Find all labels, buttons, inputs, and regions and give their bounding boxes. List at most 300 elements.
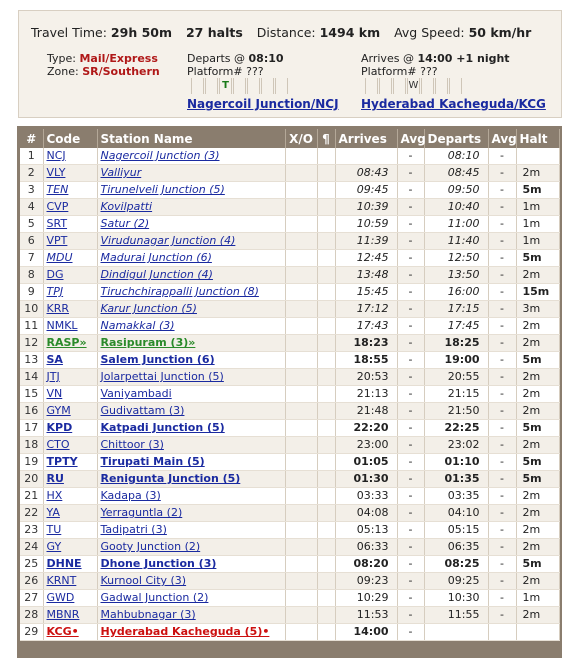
row-number: 29 [20,624,43,641]
departure-avg: - [488,284,516,301]
departure-time: 20:55 [424,369,488,386]
station-code-link[interactable]: KRNT [46,574,77,587]
station-name-link[interactable]: Nagercoil Junction (3) [100,149,220,162]
arrival-avg: - [397,165,424,182]
station-code-link[interactable]: NMKL [46,319,78,332]
arrives-platform-label: Platform# [361,65,417,78]
table-row [20,522,559,539]
arrival-avg: - [397,233,424,250]
row-number: 1 [20,148,43,165]
station-code-link[interactable]: VN [46,387,63,400]
departure-avg: - [488,267,516,284]
row-number: 5 [20,216,43,233]
arrival-avg: - [397,437,424,454]
row-number: 21 [20,488,43,505]
station-name-link[interactable]: Karur Junction (5) [100,302,197,315]
halt-duration: 2m [516,386,559,403]
arrival-avg: - [397,607,424,624]
station-code-link[interactable]: VPT [46,234,68,247]
departure-time: 06:35 [424,539,488,556]
day-cell [191,78,204,94]
table-row [20,607,559,624]
departure-avg: - [488,488,516,505]
halt-duration: 2m [516,607,559,624]
station-name-link[interactable]: Mahbubnagar (3) [100,608,196,621]
station-code-link[interactable]: GWD [46,591,75,604]
arrival-avg: - [397,369,424,386]
xo-cell [285,233,317,250]
departure-time: 08:25 [424,556,488,573]
departure-avg: - [488,556,516,573]
table-row [20,301,559,318]
station-code-link[interactable]: YA [46,506,60,519]
station-name-link[interactable]: Dhone Junction (3) [100,557,217,570]
xo-cell [285,437,317,454]
distance-value: 1494 km [319,25,381,40]
arrival-avg: - [397,267,424,284]
row-number: 10 [20,301,43,318]
train-zone: SR/Southern [82,65,160,78]
row-number: 3 [20,182,43,199]
row-number: 19 [20,454,43,471]
train-type: Mail/Express [79,52,158,65]
departure-avg [488,624,516,641]
arrival-time: 04:08 [335,505,397,522]
pilcrow-cell [317,318,335,335]
departure-avg: - [488,199,516,216]
day-cell [421,78,434,94]
arrival-avg: - [397,148,424,165]
station-name-link[interactable]: Dindigul Junction (4) [100,268,213,281]
pilcrow-cell [317,335,335,352]
xo-cell [285,352,317,369]
departs-label: Departs @ [187,52,246,65]
pilcrow-cell [317,250,335,267]
station-code-link[interactable]: RASP» [46,336,87,349]
departure-time: 10:30 [424,590,488,607]
station-name-link[interactable]: Kovilpatti [100,200,153,213]
row-number: 28 [20,607,43,624]
departure-avg: - [488,182,516,199]
station-code-link[interactable]: GYM [46,404,71,417]
table-row [20,352,559,369]
arrival-time: 17:43 [335,318,397,335]
pilcrow-cell [317,386,335,403]
station-code-link[interactable]: KPD [46,421,73,434]
station-code-link[interactable]: CVP [46,200,69,213]
xo-cell [285,267,317,284]
table-row [20,454,559,471]
arrival-avg: - [397,284,424,301]
col-header-arrival-avg: Avg [397,129,424,148]
arrival-avg: - [397,216,424,233]
table-row [20,471,559,488]
arrival-time: 08:43 [335,165,397,182]
arrival-time: 13:48 [335,267,397,284]
day-cell [205,78,218,94]
arrival-avg: - [397,573,424,590]
departure-avg: - [488,471,516,488]
halt-duration: 1m [516,233,559,250]
station-name-link[interactable]: Namakkal (3) [100,319,175,332]
pilcrow-cell [317,420,335,437]
pilcrow-cell [317,148,335,165]
departure-time: 01:10 [424,454,488,471]
departure-time: 10:40 [424,199,488,216]
table-row [20,284,559,301]
arrival-time: 10:39 [335,199,397,216]
station-name-link[interactable]: Gooty Junction (2) [100,540,201,553]
zone-label: Zone: [47,65,79,78]
departs-time: 08:10 [248,52,284,65]
day-cell [435,78,448,94]
table-row [20,216,559,233]
pilcrow-cell [317,403,335,420]
xo-cell [285,369,317,386]
station-name-link[interactable]: Renigunta Junction (5) [100,472,241,485]
row-number: 4 [20,199,43,216]
col-header-halt: Halt [516,129,559,148]
row-number: 20 [20,471,43,488]
halt-duration [516,148,559,165]
row-number: 9 [20,284,43,301]
arrival-avg: - [397,454,424,471]
halt-duration: 2m [516,488,559,505]
station-name-link[interactable]: Valliyur [100,166,142,179]
day-cell [275,78,288,94]
day-cell [449,78,462,94]
halt-duration: 2m [516,522,559,539]
arrival-avg: - [397,199,424,216]
pilcrow-cell [317,267,335,284]
departure-time: 11:55 [424,607,488,624]
station-name-link[interactable]: Tirunelveli Junction (5) [100,183,225,196]
arrival-avg: - [397,352,424,369]
avg-speed-value: 50 km/hr [468,25,532,40]
station-name-link[interactable]: Gudivattam (3) [100,404,185,417]
table-row [20,250,559,267]
arrival-time: 23:00 [335,437,397,454]
row-number: 22 [20,505,43,522]
arrival-avg: - [397,488,424,505]
xo-cell [285,318,317,335]
col-header-number: # [20,129,43,148]
table-row [20,267,559,284]
halt-duration: 2m [516,437,559,454]
row-number: 2 [20,165,43,182]
table-row [20,165,559,182]
pilcrow-cell [317,556,335,573]
halt-duration: 15m [516,284,559,301]
halt-duration: 2m [516,505,559,522]
departure-time: 08:10 [424,148,488,165]
halt-duration: 1m [516,590,559,607]
station-code-link[interactable]: TPJ [46,285,64,298]
arrival-avg: - [397,590,424,607]
arrival-time [335,148,397,165]
arrival-time: 18:23 [335,335,397,352]
departure-avg: - [488,454,516,471]
xo-cell [285,335,317,352]
schedule-rows [20,148,559,641]
halt-duration: 2m [516,539,559,556]
xo-cell [285,556,317,573]
station-code-link[interactable]: KCG• [46,625,79,638]
departure-time: 05:15 [424,522,488,539]
day-cell [247,78,260,94]
arrival-time: 01:30 [335,471,397,488]
arrival-avg: - [397,505,424,522]
halt-duration: 2m [516,335,559,352]
row-number: 7 [20,250,43,267]
table-row [20,386,559,403]
station-name-link[interactable]: Virudunagar Junction (4) [100,234,236,247]
station-code-link[interactable]: TEN [46,183,69,196]
station-code-link[interactable]: GY [46,540,62,553]
pilcrow-cell [317,522,335,539]
departure-time: 23:02 [424,437,488,454]
station-code-link[interactable]: VLY [46,166,66,179]
travel-time-label: Travel Time: [31,25,107,40]
departure-days-of-run [191,78,289,94]
pilcrow-cell [317,284,335,301]
station-code-link[interactable]: MDU [46,251,73,264]
travel-time: 29h 50m [110,25,172,40]
day-cell-running: W [407,78,420,94]
halt-duration: 1m [516,216,559,233]
origin-station-link[interactable]: Nagercoil Junction/NCJ [187,97,339,111]
halt-duration: 2m [516,573,559,590]
row-number: 17 [20,420,43,437]
halt-duration: 5m [516,420,559,437]
xo-cell [285,505,317,522]
table-row [20,420,559,437]
arrival-avg: - [397,624,424,641]
station-code-link[interactable]: KRR [46,302,69,315]
departure-avg: - [488,522,516,539]
station-code-link[interactable]: TU [46,523,62,536]
xo-cell [285,216,317,233]
table-row [20,590,559,607]
destination-station-link[interactable]: Hyderabad Kachegudа/KCG [361,97,546,111]
station-code-link[interactable]: SRT [46,217,68,230]
arrival-info [361,52,510,78]
station-name-link[interactable]: Tadipatri (3) [100,523,167,536]
avg-speed-label: Avg Speed: [394,25,465,40]
station-code-link[interactable]: SA [46,353,63,366]
arrival-time: 21:48 [335,403,397,420]
pilcrow-cell [317,573,335,590]
arrival-time: 05:13 [335,522,397,539]
arrival-avg: - [397,556,424,573]
station-code-link[interactable]: TPTY [46,455,78,468]
arrival-avg: - [397,539,424,556]
station-name-link[interactable]: Gadwal Junction (2) [100,591,209,604]
xo-cell [285,199,317,216]
table-row [20,335,559,352]
departure-avg: - [488,386,516,403]
table-row [20,539,559,556]
pilcrow-cell [317,488,335,505]
departure-time: 19:00 [424,352,488,369]
table-row [20,505,559,522]
station-name-link[interactable]: Chittoor (3) [100,438,164,451]
row-number: 12 [20,335,43,352]
station-name-link[interactable]: Yerraguntla (2) [100,506,183,519]
row-number: 27 [20,590,43,607]
station-name-link[interactable]: Hyderabad Kacheguda (5)• [100,625,270,638]
station-name-link[interactable]: Vaniyambadi [100,387,172,400]
table-row [20,573,559,590]
xo-cell [285,539,317,556]
departure-time: 03:35 [424,488,488,505]
xo-cell [285,182,317,199]
station-code-link[interactable]: HX [46,489,63,502]
departure-time [424,624,488,641]
station-code-link[interactable]: MBNR [46,608,80,621]
xo-cell [285,284,317,301]
schedule-table [20,129,560,641]
departure-time: 04:10 [424,505,488,522]
table-row [20,437,559,454]
col-header-code: Code [43,129,97,148]
table-header-row [20,129,559,148]
departure-avg: - [488,318,516,335]
station-code-link[interactable]: NCJ [46,149,66,162]
halt-duration: 3m [516,301,559,318]
col-header-pilcrow: ¶ [317,129,335,148]
departure-time: 01:35 [424,471,488,488]
col-header-station-name: Station Name [97,129,285,148]
departure-avg: - [488,590,516,607]
departure-avg: - [488,250,516,267]
pilcrow-cell [317,624,335,641]
arrival-time: 06:33 [335,539,397,556]
halt-duration: 1m [516,199,559,216]
day-cell [379,78,392,94]
departure-avg: - [488,369,516,386]
row-number: 26 [20,573,43,590]
train-summary-panel [18,10,562,118]
row-number: 13 [20,352,43,369]
departs-platform: ??? [246,65,264,78]
departure-time: 21:50 [424,403,488,420]
arrival-time: 12:45 [335,250,397,267]
arrival-avg: - [397,386,424,403]
row-number: 15 [20,386,43,403]
station-name-link[interactable]: Kadapa (3) [100,489,161,502]
halts-count: 27 halts [185,25,243,40]
row-number: 18 [20,437,43,454]
station-name-link[interactable]: Kurnool City (3) [100,574,187,587]
xo-cell [285,386,317,403]
col-header-arrives: Arrives [335,129,397,148]
station-code-link[interactable]: DHNE [46,557,82,570]
schedule-table-frame [17,126,562,658]
station-name-link[interactable]: Tirupati Main (5) [100,455,205,468]
row-number: 16 [20,403,43,420]
departure-avg: - [488,233,516,250]
summary-stats [31,25,531,40]
arrival-time: 11:39 [335,233,397,250]
halt-duration: 2m [516,403,559,420]
station-name-link[interactable]: Rasipuram (3)» [100,336,196,349]
arrival-time: 10:59 [335,216,397,233]
arrival-time: 08:20 [335,556,397,573]
arrives-platform: ??? [420,65,438,78]
pilcrow-cell [317,182,335,199]
pilcrow-cell [317,471,335,488]
arrives-time: 14:00 +1 night [417,52,510,65]
halt-duration: 5m [516,471,559,488]
departure-avg: - [488,505,516,522]
departure-time: 17:15 [424,301,488,318]
departure-time: 17:45 [424,318,488,335]
table-row [20,199,559,216]
halt-duration: 2m [516,165,559,182]
xo-cell [285,454,317,471]
xo-cell [285,488,317,505]
arrival-avg: - [397,301,424,318]
station-name-link[interactable]: Katpadi Junction (5) [100,421,225,434]
table-row [20,233,559,250]
halt-duration: 5m [516,182,559,199]
table-row [20,318,559,335]
xo-cell [285,573,317,590]
departure-avg: - [488,165,516,182]
type-label: Type: [47,52,76,65]
xo-cell [285,590,317,607]
pilcrow-cell [317,505,335,522]
departure-time: 11:40 [424,233,488,250]
train-type-zone [47,52,160,78]
xo-cell [285,522,317,539]
station-code-link[interactable]: JTJ [46,370,60,383]
table-row [20,148,559,165]
day-cell [393,78,406,94]
xo-cell [285,624,317,641]
station-name-link[interactable]: Salem Junction (6) [100,353,215,366]
arrival-time: 09:23 [335,573,397,590]
xo-cell [285,403,317,420]
row-number: 23 [20,522,43,539]
pilcrow-cell [317,199,335,216]
arrival-time: 14:00 [335,624,397,641]
station-name-link[interactable]: Jolarpettai Junction (5) [100,370,224,383]
arrival-avg: - [397,420,424,437]
col-header-xo: X/O [285,129,317,148]
departs-platform-label: Platform# [187,65,243,78]
arrival-time: 22:20 [335,420,397,437]
arrival-avg: - [397,522,424,539]
pilcrow-cell [317,607,335,624]
pilcrow-cell [317,216,335,233]
station-code-link[interactable]: RU [46,472,64,485]
departure-time: 11:00 [424,216,488,233]
station-name-link[interactable]: Tiruchchirappalli Junction (8) [100,285,259,298]
station-name-link[interactable]: Satur (2) [100,217,150,230]
arrival-time: 03:33 [335,488,397,505]
station-code-link[interactable]: DG [46,268,64,281]
station-code-link[interactable]: CTO [46,438,70,451]
table-row [20,403,559,420]
arrival-time: 01:05 [335,454,397,471]
station-name-link[interactable]: Madurai Junction (6) [100,251,212,264]
pilcrow-cell [317,590,335,607]
departure-avg: - [488,352,516,369]
departure-time: 22:25 [424,420,488,437]
halt-duration [516,624,559,641]
